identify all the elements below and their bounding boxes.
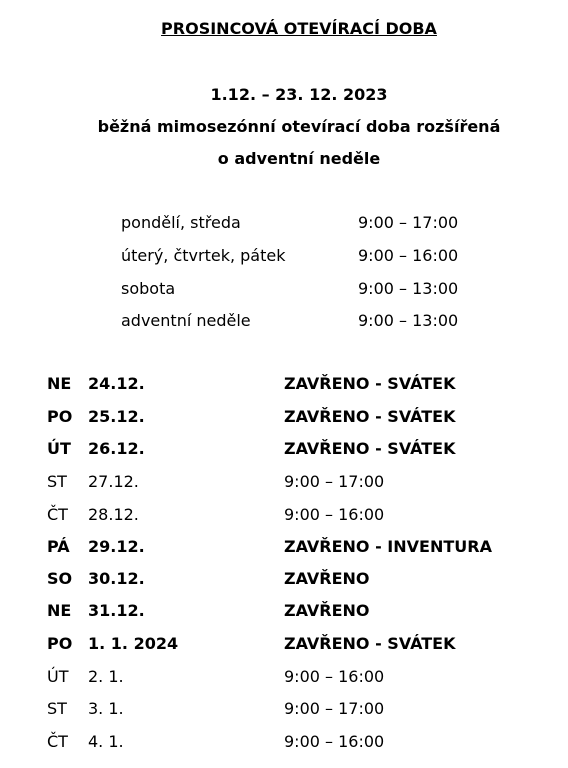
date-value: 30.12. [88, 569, 145, 588]
day-of-week: ÚT [47, 667, 69, 686]
day-of-week: PO [47, 634, 73, 653]
subtitle-line-1: běžná mimosezónní otevírací doba rozšířená [97, 117, 501, 136]
page-title: PROSINCOVÁ OTEVÍRACÍ DOBA [161, 19, 437, 38]
date-status: 9:00 – 16:00 [284, 505, 385, 524]
date-row [0, 536, 568, 558]
date-status: ZAVŘENO - SVÁTEK [284, 634, 456, 653]
general-hours-time: 9:00 – 13:00 [358, 311, 459, 330]
date-status: 9:00 – 16:00 [284, 732, 385, 751]
date-row [0, 504, 568, 526]
day-of-week: ST [47, 472, 67, 491]
date-value: 28.12. [88, 505, 139, 524]
date-value: 25.12. [88, 407, 145, 426]
date-row [0, 373, 568, 395]
date-status: ZAVŘENO - SVÁTEK [284, 407, 456, 426]
date-value: 29.12. [88, 537, 145, 556]
day-of-week: ÚT [47, 439, 71, 458]
date-value: 4. 1. [88, 732, 124, 751]
date-value: 3. 1. [88, 699, 124, 718]
date-row [0, 471, 568, 493]
date-row [0, 438, 568, 460]
day-of-week: ČT [47, 732, 68, 751]
date-value: 26.12. [88, 439, 145, 458]
date-status: ZAVŘENO [284, 601, 370, 620]
general-hours-time: 9:00 – 16:00 [358, 246, 459, 265]
date-status: ZAVŘENO - SVÁTEK [284, 439, 456, 458]
general-hours-days: pondělí, středa [121, 213, 241, 232]
date-value: 31.12. [88, 601, 145, 620]
subtitle-line-2: o adventní neděle [217, 149, 381, 168]
general-hours-row [0, 278, 568, 300]
general-hours-row [0, 310, 568, 332]
date-value: 24.12. [88, 374, 145, 393]
day-of-week: ST [47, 699, 67, 718]
date-status: 9:00 – 16:00 [284, 667, 385, 686]
date-row [0, 698, 568, 720]
date-status: 9:00 – 17:00 [284, 699, 385, 718]
date-row [0, 568, 568, 590]
day-of-week: NE [47, 601, 72, 620]
day-of-week: ČT [47, 505, 68, 524]
period-heading: 1.12. – 23. 12. 2023 [210, 85, 388, 104]
date-row [0, 666, 568, 688]
date-row [0, 633, 568, 655]
date-status: ZAVŘENO [284, 569, 370, 588]
date-status: ZAVŘENO - INVENTURA [284, 537, 492, 556]
date-status: ZAVŘENO - SVÁTEK [284, 374, 456, 393]
date-value: 2. 1. [88, 667, 124, 686]
date-value: 27.12. [88, 472, 139, 491]
general-hours-days: sobota [121, 279, 176, 298]
date-row [0, 600, 568, 622]
day-of-week: PO [47, 407, 73, 426]
date-row [0, 406, 568, 428]
day-of-week: PÁ [47, 537, 70, 556]
date-status: 9:00 – 17:00 [284, 472, 385, 491]
day-of-week: NE [47, 374, 72, 393]
general-hours-row [0, 245, 568, 267]
general-hours-days: adventní neděle [121, 311, 251, 330]
date-value: 1. 1. 2024 [88, 634, 179, 653]
general-hours-days: úterý, čtvrtek, pátek [121, 246, 286, 265]
general-hours-row [0, 212, 568, 234]
date-row [0, 731, 568, 753]
day-of-week: SO [47, 569, 73, 588]
general-hours-time: 9:00 – 13:00 [358, 279, 459, 298]
general-hours-time: 9:00 – 17:00 [358, 213, 459, 232]
